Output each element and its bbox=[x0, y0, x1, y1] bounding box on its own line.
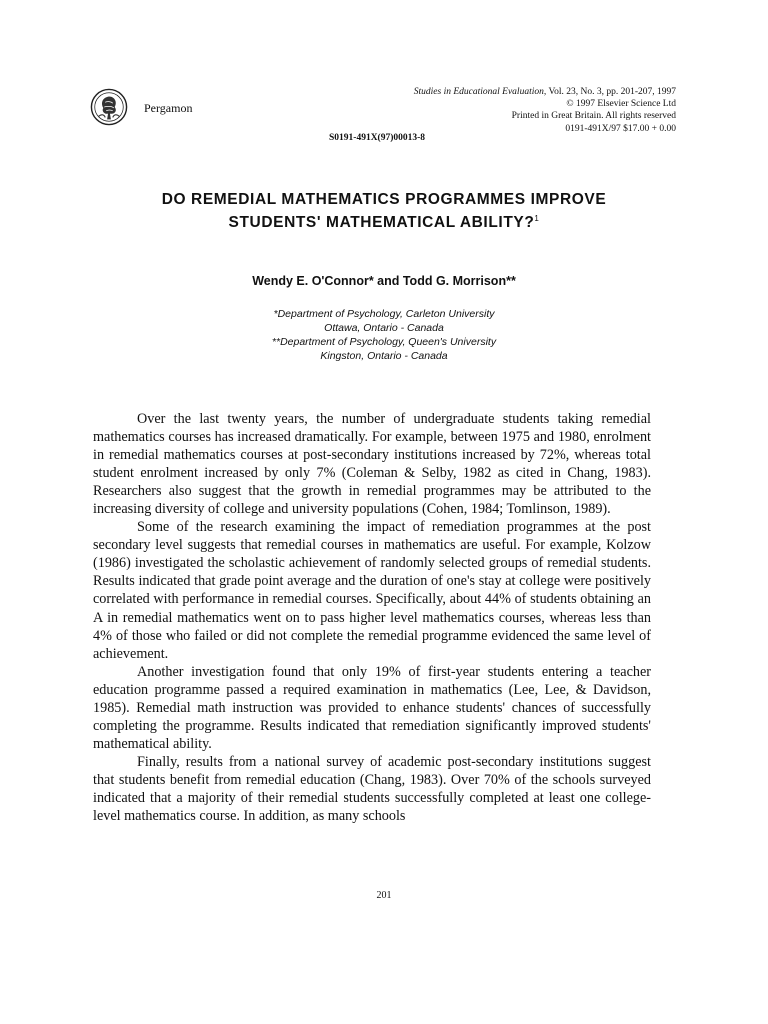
citation-line: Studies in Educational Evaluation, Vol. 23, No. 3, pp. 201-207, 1997 bbox=[413, 87, 676, 97]
citation-block bbox=[414, 86, 676, 135]
affiliations bbox=[0, 307, 768, 363]
title-line-1: DO REMEDIAL MATHEMATICS PROGRAMMES IMPROVE bbox=[161, 191, 607, 208]
affiliation-line: **Department of Psychology, Queen's University bbox=[271, 336, 497, 348]
paragraph: Another investigation found that only 19% of first-year students entering a teacher education programme passed a required examination in mathematics (Lee, Lee, & Davidson, 1985). Remedial math instruction was provided to enhance students' chances of successfully completing the programme. Results indicated that remediation significantly improved students' mathematical ability. bbox=[93, 663, 651, 752]
affiliation-line: Ottawa, Ontario - Canada bbox=[324, 322, 444, 334]
affiliation-line: *Department of Psychology, Carleton University bbox=[273, 308, 495, 320]
publisher-name: Pergamon bbox=[144, 101, 193, 115]
copyright-line: © 1997 Elsevier Science Ltd bbox=[566, 99, 676, 110]
rights-line: Printed in Great Britain. All rights reserved bbox=[511, 111, 676, 122]
paragraph: Over the last twenty years, the number of undergraduate students taking remedial mathematics courses has increased dramatically. For example, between 1975 and 1980, enrolment in remedial mathematics courses at post-secondary institutions increased by 72%, whereas total student enrolment increased by only 7% (Coleman & Selby, 1982 as cited in Chang, 1983). Researchers also suggest that the growth in remedial programmes may be attributed to the increasing diversity of college and university populations (Cohen, 1984; Tomlinson, 1989). bbox=[93, 411, 651, 518]
price-line: 0191-491X/97 $17.00 + 0.00 bbox=[565, 123, 676, 134]
article-identifier: S0191-491X(97)00013-8 bbox=[329, 133, 426, 143]
paragraph: Finally, results from a national survey of academic post-secondary institutions suggest that students benefit from remedial education (Chang, 1983). Over 70% of the schools surveyed indicated that a majority of their remedial students successfully completed at least one college-level mathematics course. In addition, as many schools bbox=[93, 753, 651, 825]
article-title bbox=[0, 190, 768, 232]
affiliation-line: Kingston, Ontario - Canada bbox=[320, 350, 448, 362]
page-number: 201 bbox=[376, 890, 392, 901]
article-body bbox=[93, 410, 651, 825]
elsevier-tree-icon bbox=[90, 88, 128, 126]
title-footnote-mark: 1 bbox=[534, 214, 540, 223]
title-line-2: STUDENTS' MATHEMATICAL ABILITY?$^1$ bbox=[228, 214, 540, 231]
paragraph: Some of the research examining the impact of remediation programmes at the post secondary level suggests that remedial courses in mathematics are useful. For example, Kolzow (1986) investigated the scholastic achievement of randomly selected groups of remedial students. Results indicated that grade point average and the duration of one's stay at college were positively correlated with performance in remedial courses. Specifically, about 44% of students obtaining an A in remedial mathematics went on to pass higher level mathematics courses, whereas less than 4% of those who failed or did not complete the remedial programme evidenced the same level of achievement. bbox=[93, 519, 651, 662]
authors: Wendy E. O'Connor* and Todd G. Morrison** bbox=[252, 274, 516, 288]
